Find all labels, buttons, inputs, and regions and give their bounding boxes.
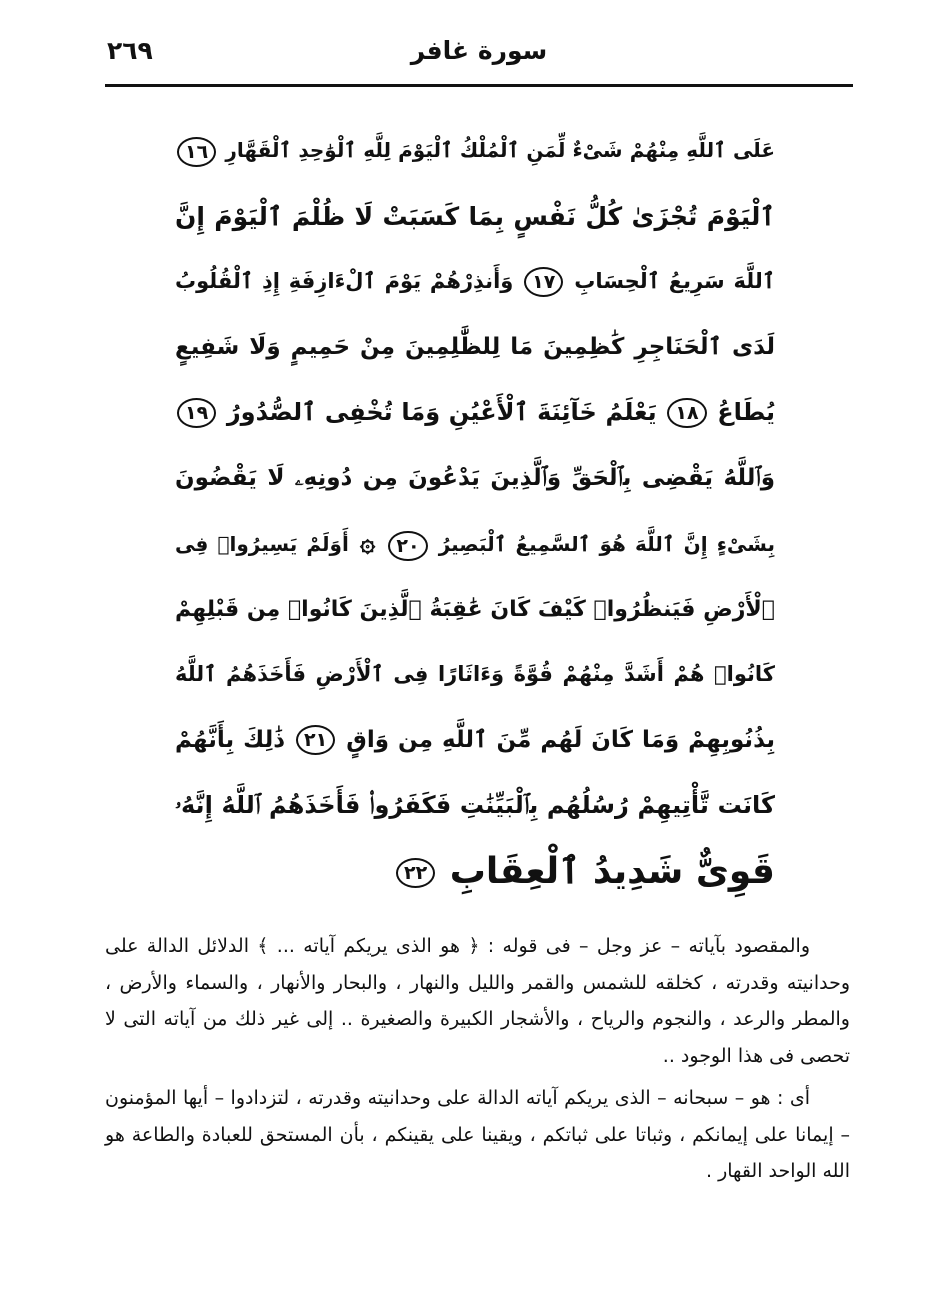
quran-line: عَلَى ٱللَّهِ مِنْهُمْ شَىْءٌ لِّمَنِ ٱلْمُلْكُ ٱلْيَوْمَ لِلَّهِ ٱلْوَٰحِدِ ٱلْقَهَّارِ ١٦ <box>175 118 775 184</box>
quran-line: قَوِىٌّ شَدِيدُ ٱلْعِقَابِ ٢٢ <box>175 839 775 905</box>
page-header <box>105 30 853 82</box>
ayah-number-marker: ٢٠ <box>388 531 427 561</box>
commentary-paragraph: والمقصود بآياته – عز وجل – فى قوله : ﴿ هو الذى يريكم آياته ... ﴾ الدلائل الدالة على وحدانيته وقدرته ، كخلقه للشمس والقمر والليل والنهار ، والبحار والأنهار ، والسماء والأرض ، والمطر والرعد ، والنجوم والرياح ، والأشجار الكبيرة والصغيرة .. إلى غير ذلك من آياته التى لا تحصى فى هذا الوجود .. <box>105 935 850 1067</box>
quran-line: كَانَت تَّأْتِيهِمْ رُسُلُهُم بِٱلْبَيِّنَٰتِ فَكَفَرُوا۟ فَأَخَذَهُمُ ٱللَّهُ إِنَّهُۥ <box>175 791 775 819</box>
quran-line: بِشَىْءٍ إِنَّ ٱللَّهَ هُوَ ٱلسَّمِيعُ ٱلْبَصِيرُ ٢٠ ۞ أَوَلَمْ يَسِيرُوا۟ فِى <box>175 511 775 577</box>
ayah-number-marker: ١٧ <box>524 267 563 297</box>
quran-line: ٱلْيَوْمَ تُجْزَىٰ كُلُّ نَفْسٍ بِمَا كَسَبَتْ لَا ظُلْمَ ٱلْيَوْمَ إِنَّ <box>175 201 775 231</box>
quran-line: ٱلْأَرْضِ فَيَنظُرُوا۟ كَيْفَ كَانَ عَٰقِبَةُ ٱلَّذِينَ كَانُوا۟ مِن قَبْلِهِمْ <box>175 596 775 622</box>
commentary-block <box>105 928 850 1190</box>
page-number: ٢٦٩ <box>107 36 153 65</box>
ayah-number-marker: ١٩ <box>177 398 216 428</box>
commentary-paragraph: أى : هو – سبحانه – الذى يريكم آياته الدالة على وحدانيته وقدرته ، لتزدادوا – أيها المؤمنون – إيمانا على إيمانكم ، وثباتا على ثباتكم ، ويقينا على يقينكم ، بأن المستحق للعبادة والطاعة هو الله الواحد القهار . <box>105 1087 850 1182</box>
quran-text-block <box>175 118 775 904</box>
ayah-number-marker: ٢١ <box>296 725 335 755</box>
header-divider <box>105 84 853 87</box>
quran-line: ٱللَّهَ سَرِيعُ ٱلْحِسَابِ ١٧ وَأَنذِرْهُمْ يَوْمَ ٱلْءَازِفَةِ إِذِ ٱلْقُلُوبُ <box>175 249 775 315</box>
quran-line: كَانُوا۟ هُمْ أَشَدَّ مِنْهُمْ قُوَّةً وَءَاثَارًا فِى ٱلْأَرْضِ فَأَخَذَهُمُ ٱللَّهُ <box>175 662 775 686</box>
quran-line: وَٱللَّهُ يَقْضِى بِٱلْحَقِّ وَٱلَّذِينَ يَدْعُونَ مِن دُونِهِۦ لَا يَقْضُونَ <box>175 464 775 491</box>
quran-line: يُطَاعُ ١٨ يَعْلَمُ خَآئِنَةَ ٱلْأَعْيُنِ وَمَا تُخْفِى ٱلصُّدُورُ ١٩ <box>175 380 775 446</box>
ayah-number-marker: ١٦ <box>177 137 216 167</box>
hizb-marker-icon: ۞ <box>359 528 376 558</box>
surah-title: سورة غافر <box>410 36 548 65</box>
quran-line: لَدَى ٱلْحَنَاجِرِ كَٰظِمِينَ مَا لِلظَّٰلِمِينَ مِنْ حَمِيمٍ وَلَا شَفِيعٍ <box>175 333 775 360</box>
ayah-number-marker: ١٨ <box>667 398 706 428</box>
quran-line: بِذُنُوبِهِمْ وَمَا كَانَ لَهُم مِّنَ ٱللَّهِ مِن وَاقٍ ٢١ ذَٰلِكَ بِأَنَّهُمْ <box>175 708 775 774</box>
ayah-number-marker: ٢٢ <box>396 858 435 888</box>
